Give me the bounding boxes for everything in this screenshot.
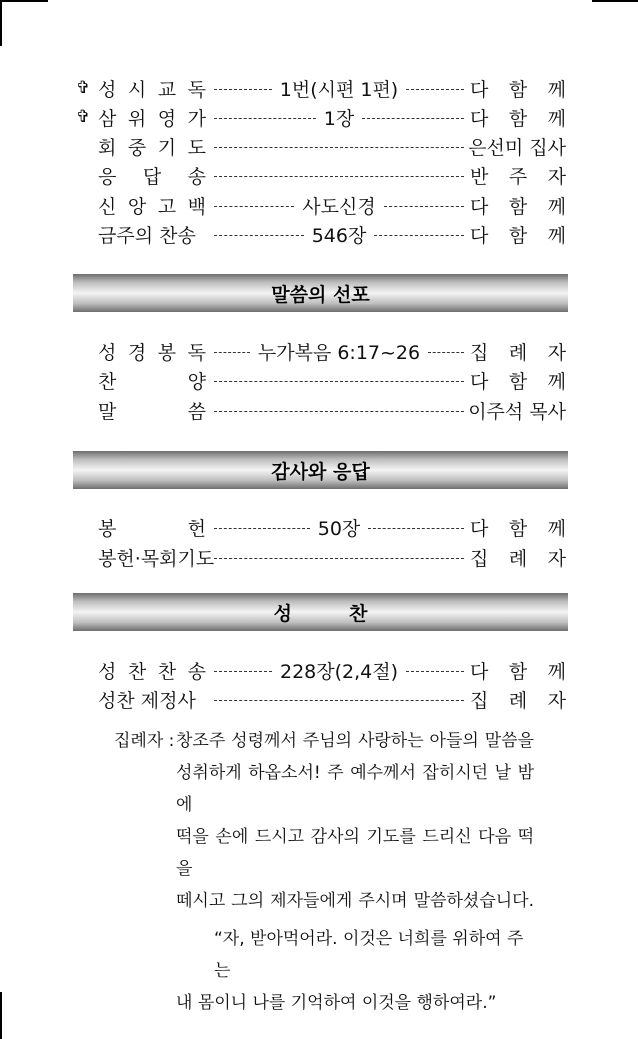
order-item (76, 191, 566, 219)
leader-char: 다 (470, 195, 489, 218)
label-char: 중 (127, 136, 147, 159)
order-item-label (98, 133, 206, 160)
leader-char: 집 (470, 547, 489, 570)
label-char: 삼 (98, 107, 117, 130)
dotted-leader (214, 700, 464, 701)
crop-mark-top-left-h (0, 0, 48, 2)
crop-mark-bottom-left-v (0, 992, 2, 1039)
label-char: 시 (127, 78, 147, 101)
label-char: 봉 (157, 341, 177, 364)
label-char: 앙 (127, 195, 147, 218)
label-char: 말 (98, 400, 117, 423)
prayer-line: 창조주 성령께서 주님의 사랑하는 아들의 말씀을 (176, 731, 534, 751)
leader-char: 례 (508, 547, 528, 570)
leader-char: 주 (508, 165, 528, 188)
dotted-leader (214, 411, 464, 412)
leader-char: 자 (547, 547, 566, 570)
order-item-detail: 546장 (311, 224, 367, 247)
prayer-body (176, 725, 534, 917)
leader-char: 함 (508, 517, 528, 540)
order-item-detail: 228장(2,4절) (280, 660, 399, 683)
order-item (76, 543, 566, 571)
leader-char: 께 (547, 370, 566, 393)
dotted-leader (214, 558, 464, 559)
order-item (76, 513, 566, 541)
dotted-leader (384, 206, 464, 207)
order-item-leader (470, 75, 566, 102)
institution-words (114, 725, 534, 1019)
order-item-leader (470, 133, 566, 160)
dotted-leader (214, 528, 310, 529)
leader-char: 함 (508, 224, 528, 247)
leader-char: 자 (547, 689, 566, 712)
label-char: 찬 (98, 370, 117, 393)
leader-line (214, 657, 464, 684)
label-char: 가 (187, 107, 206, 130)
dotted-leader (214, 147, 464, 148)
leader-char: 께 (547, 195, 566, 218)
label-char: 봉헌·목회기도 (98, 547, 215, 570)
label-char: 봉 (98, 517, 117, 540)
order-item (76, 656, 566, 684)
leader-char: 함 (508, 370, 528, 393)
section-header-sacrament (73, 593, 568, 631)
label-char: 신 (98, 195, 117, 218)
order-item-leader (470, 162, 566, 189)
order-item-detail: 1번(시편 1편) (279, 78, 399, 101)
leader-char: 께 (547, 660, 566, 683)
dotted-leader (362, 118, 464, 119)
label-char: 헌 (187, 517, 206, 540)
label-char: 도 (187, 136, 206, 159)
leader-line (214, 104, 464, 131)
leader-line (214, 174, 464, 177)
leader-line (214, 192, 464, 219)
label-char: 성찬 제정사 (98, 689, 196, 712)
leader-char: 께 (547, 224, 566, 247)
leader-line (214, 221, 464, 248)
label-char: 성 (98, 78, 117, 101)
order-item-label (98, 657, 206, 684)
dotted-leader (406, 89, 464, 90)
leader-char: 다 (470, 78, 489, 101)
order-item-label (98, 104, 206, 131)
dotted-leader (214, 352, 250, 353)
label-char: 독 (187, 78, 206, 101)
leader-char: 께 (547, 107, 566, 130)
dotted-leader (368, 528, 464, 529)
leader-char: 다 (470, 107, 489, 130)
leader-line (214, 556, 464, 559)
crop-mark-top-right-h (592, 0, 638, 2)
order-item-label (98, 397, 206, 424)
leader-char: 함 (508, 660, 528, 683)
label-char: 금주의 찬송 (98, 224, 196, 247)
label-char: 교 (157, 78, 177, 101)
label-char: 씀 (187, 400, 206, 423)
leader-line (214, 698, 464, 701)
section-title: 성 찬 (273, 602, 368, 625)
order-item-label (98, 192, 206, 219)
order-item-detail: 1장 (323, 107, 355, 130)
leader-line (214, 145, 464, 148)
dotted-leader (406, 671, 464, 672)
leader-char: 께 (547, 78, 566, 101)
order-item-detail: 누가복음 6:17~26 (257, 341, 421, 364)
order-item-leader (470, 104, 566, 131)
leader-char: 집 (470, 689, 489, 712)
order-item-leader (470, 544, 566, 571)
section-title: 감사와 응답 (271, 460, 370, 483)
dotted-leader (214, 671, 272, 672)
leader-char: 다 (470, 224, 489, 247)
quote-line: 내 몸이니 나를 기억하여 이것을 행하여라.” (176, 993, 497, 1013)
prayer-quote (176, 923, 534, 1019)
prayer-line: 떼시고 그의 제자들에게 주시며 말씀하셨습니다. (176, 891, 534, 911)
label-char: 기 (157, 136, 177, 159)
order-item (76, 366, 566, 394)
label-char: 경 (127, 341, 147, 364)
label-char: 위 (127, 107, 147, 130)
label-char: 양 (187, 370, 206, 393)
prayer-line: 떡을 손에 드시고 감사의 기도를 드리신 다음 떡을 (176, 827, 534, 879)
dotted-leader (214, 235, 304, 236)
label-char: 고 (157, 195, 177, 218)
order-item-leader (470, 338, 566, 365)
dotted-leader (214, 206, 294, 207)
prayer-lead: 집례자 : (114, 731, 175, 751)
dotted-leader (214, 118, 316, 119)
order-item-label (98, 514, 206, 541)
order-item-leader (470, 686, 566, 713)
leader-char: 자 (547, 165, 566, 188)
leader-char: 다 (470, 370, 489, 393)
leader-char: 은선미 집사 (468, 136, 566, 159)
order-item (76, 161, 566, 189)
label-char: 성 (98, 341, 117, 364)
cross-icon: ✞ (76, 78, 91, 98)
order-item-detail: 사도신경 (302, 195, 376, 218)
order-item-detail: 50장 (317, 517, 361, 540)
leader-char: 함 (508, 78, 528, 101)
label-char: 성 (98, 660, 117, 683)
order-item-leader (470, 657, 566, 684)
order-item (76, 220, 566, 248)
dotted-leader (374, 235, 464, 236)
leader-char: 집 (470, 341, 489, 364)
label-char: 답 (142, 165, 162, 188)
leader-char: 이주석 목사 (468, 400, 566, 423)
label-char: 송 (187, 165, 206, 188)
label-char: 찬 (157, 660, 177, 683)
quote-line: “자, 받아먹어라. 이것은 너희를 위하여 주는 (214, 929, 524, 981)
crop-mark-top-left-v (0, 0, 2, 46)
leader-line (214, 75, 464, 102)
leader-line (214, 379, 464, 382)
label-char: 응 (98, 165, 117, 188)
section-title: 말씀의 선포 (271, 283, 370, 306)
order-item (76, 396, 566, 424)
leader-char: 함 (508, 195, 528, 218)
order-item-label (98, 338, 206, 365)
prayer-line: 성취하게 하옵소서! 주 예수께서 잡히시던 날 밤에 (176, 763, 534, 815)
order-item (76, 103, 566, 131)
label-char: 백 (187, 195, 206, 218)
order-item (76, 685, 566, 713)
order-item-leader (470, 192, 566, 219)
label-char: 찬 (127, 660, 147, 683)
order-item (76, 132, 566, 160)
label-char: 독 (187, 341, 206, 364)
dotted-leader (214, 381, 464, 382)
leader-char: 자 (547, 341, 566, 364)
section-header-thanks (73, 451, 568, 489)
order-item-label (98, 544, 215, 571)
order-item-leader (470, 221, 566, 248)
leader-char: 께 (547, 517, 566, 540)
label-char: 회 (98, 136, 117, 159)
leader-line (214, 338, 464, 365)
leader-char: 함 (508, 107, 528, 130)
order-item (76, 337, 566, 365)
order-item-leader (470, 367, 566, 394)
dotted-leader (214, 89, 272, 90)
leader-char: 례 (508, 341, 528, 364)
order-item-label (98, 686, 206, 713)
dotted-leader (214, 176, 464, 177)
cross-icon: ✞ (76, 107, 91, 127)
order-item-label (98, 221, 206, 248)
order-item-leader (470, 397, 566, 424)
order-item-leader (470, 514, 566, 541)
label-char: 영 (157, 107, 177, 130)
leader-char: 반 (470, 165, 489, 188)
leader-char: 다 (470, 517, 489, 540)
order-item-label (98, 162, 206, 189)
dotted-leader (428, 352, 464, 353)
leader-line (214, 514, 464, 541)
order-item-label (98, 367, 206, 394)
label-char: 송 (187, 660, 206, 683)
section-header-word (73, 274, 568, 312)
order-item (76, 74, 566, 102)
leader-char: 례 (508, 689, 528, 712)
leader-line (214, 409, 464, 412)
order-item-label (98, 75, 206, 102)
leader-char: 다 (470, 660, 489, 683)
